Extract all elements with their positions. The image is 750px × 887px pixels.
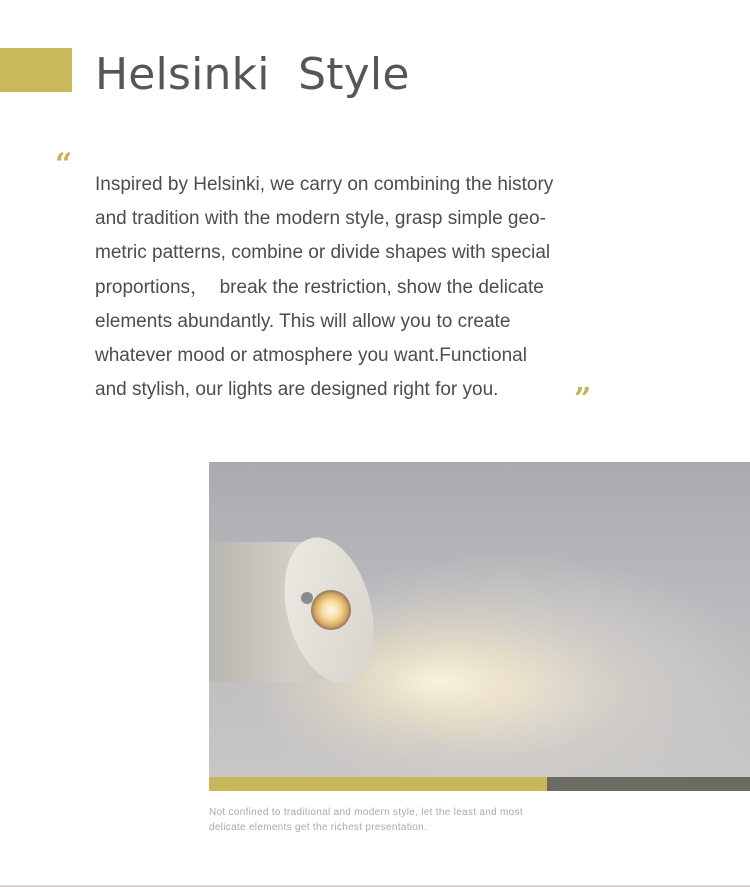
product-photo bbox=[209, 462, 750, 777]
quote-line: elements abundantly. This will allow you to create bbox=[95, 310, 511, 332]
cylindrical-wall-light-icon bbox=[209, 462, 750, 777]
divider-gray bbox=[547, 777, 750, 791]
lamp-lens bbox=[311, 590, 351, 630]
page-title: Helsinki Style bbox=[95, 49, 410, 100]
caption-line: Not confined to traditional and modern style, let the least and most bbox=[209, 807, 523, 818]
sensor-icon bbox=[301, 592, 313, 604]
caption-line: delicate elements get the richest presentation. bbox=[209, 822, 428, 833]
quote-paragraph bbox=[95, 168, 595, 407]
close-quote-icon: ” bbox=[574, 382, 592, 417]
quote-line: and tradition with the modern style, grasp simple geo- bbox=[95, 208, 546, 230]
quote-line: metric patterns, combine or divide shapes with special bbox=[95, 242, 551, 264]
photo-caption bbox=[209, 805, 609, 835]
open-quote-icon: “ bbox=[55, 147, 73, 182]
quote-line: proportions， break the restriction, show the delicate bbox=[95, 276, 544, 298]
quote-line: whatever mood or atmosphere you want.Functional bbox=[95, 345, 527, 367]
title-accent-bar bbox=[0, 48, 72, 92]
quote-line: and stylish, our lights are designed right for you. bbox=[95, 379, 499, 401]
quote-line: Inspired by Helsinki, we carry on combining the history bbox=[95, 174, 554, 195]
divider-gold bbox=[209, 777, 547, 791]
